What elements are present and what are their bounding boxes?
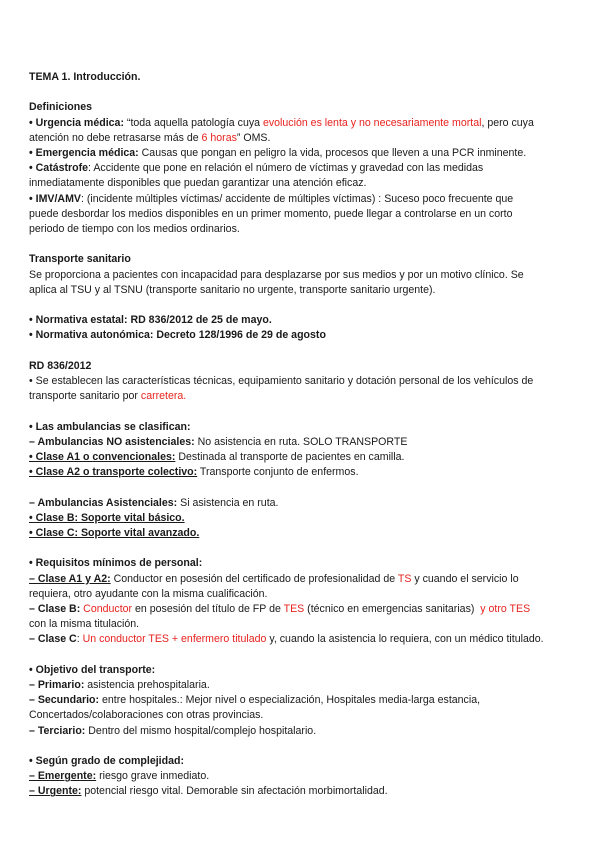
- urgente-text: potencial riesgo vital. Demorable sin afectación morbimortalidad.: [81, 785, 388, 798]
- requisitos-heading: • Requisitos mínimos de personal:: [29, 557, 203, 570]
- transporte-line-2: aplica al TSU y al TSNU (transporte sanitario no urgente, transporte sanitario urgente).: [29, 283, 436, 296]
- urgencia-line-2: [29, 131, 577, 146]
- urgencia-highlight-2: 6 horas: [201, 131, 237, 144]
- definiciones-heading: Definiciones: [29, 101, 92, 114]
- req-b-label: – Clase B:: [29, 603, 81, 615]
- clase-b-line: • Clase B: Soporte vital básico.: [29, 511, 185, 524]
- document-content: [29, 70, 577, 800]
- emergente-label: – Emergente:: [29, 770, 97, 783]
- secundario-label: – Secundario:: [29, 694, 100, 707]
- secundario-line-2: Concertados/colaboraciones con otras provincias.: [29, 709, 264, 722]
- primario-line: [29, 678, 577, 693]
- urgente-label: – Urgente:: [29, 785, 82, 798]
- rd-text-2: transporte sanitario por: [29, 390, 141, 403]
- rd-highlight: carretera.: [140, 390, 187, 403]
- req-a-text-2: y cuando el servicio lo: [411, 572, 519, 585]
- clase-a1-label: • Clase A1 o convencionales:: [29, 451, 176, 463]
- urgencia-text-4: ” OMS.: [236, 131, 271, 144]
- urgencia-text-2: , pero cuya: [481, 116, 534, 129]
- imv-text-1: : (incidente múltiples víctimas/ accidente de múltiples víctimas) : Suceso poco frecuente que: [80, 192, 514, 205]
- req-a-line-2: requiera, otro ayudante con la misma cualificación.: [29, 587, 268, 600]
- req-c-text-2: y, cuando la asistencia lo requiera, con un médico titulado.: [266, 633, 544, 646]
- catastrofe-line-1: [29, 161, 577, 176]
- req-a-label: – Clase A1 y A2:: [29, 572, 111, 585]
- rd-line-1: • Se establecen las características técnicas, equipamiento sanitario y dotación personal de los vehículos de: [29, 375, 534, 387]
- rd-line-2: [29, 389, 577, 404]
- urgente-line: [29, 784, 577, 799]
- no-asistenciales-text: No asistencia en ruta. SOLO TRANSPORTE: [194, 435, 408, 448]
- emergencia-line: [29, 146, 577, 161]
- req-b-text-2: (técnico en emergencias sanitarias): [304, 603, 481, 615]
- asistenciales-text: Si asistencia en ruta.: [177, 496, 279, 509]
- req-b-highlight-1: Conductor: [80, 603, 133, 615]
- objetivo-heading: • Objetivo del transporte:: [29, 663, 156, 676]
- no-asistenciales-line: [29, 435, 577, 450]
- no-asistenciales-label: – Ambulancias NO asistenciales:: [29, 435, 195, 448]
- clasificacion-heading: • Las ambulancias se clasifican:: [29, 420, 191, 433]
- transporte-line-1: Se proporciona a pacientes con incapacidad para desplazarse por sus medios y por un motivo clínico. Se: [29, 268, 524, 281]
- urgencia-text-3: atención no debe retrasarse más de: [29, 131, 202, 144]
- imv-line-3: periodo de tiempo con los medios ordinarios.: [29, 223, 240, 236]
- imv-line-1: [29, 192, 577, 207]
- req-c-highlight: Un conductor TES + enfermero titulado: [82, 633, 267, 646]
- emergencia-text: Causas que pongan en peligro la vida, procesos que lleven a una PCR inminente.: [138, 147, 527, 159]
- clase-a1-text: Destinada al transporte de pacientes en camilla.: [175, 451, 405, 463]
- catastrofe-line-2: inmediatamente disponibles que puedan garantizar una atención eficaz.: [29, 177, 367, 190]
- asistenciales-label: – Ambulancias Asistenciales:: [29, 496, 178, 509]
- clase-c-line: • Clase C: Soporte vital avanzado.: [29, 527, 200, 539]
- urgencia-text-1: “toda aquella patología cuya: [123, 116, 263, 129]
- emergencia-label: • Emergencia médica:: [29, 147, 139, 159]
- rd-heading: RD 836/2012: [29, 359, 92, 372]
- req-b-text-1: en posesión del título de FP de: [132, 603, 284, 615]
- urgencia-line-1: [29, 116, 577, 131]
- imv-line-2: puede desbordar los medios disponibles en un primer momento, puede llegar a controlarse en un corto: [29, 207, 513, 220]
- req-c-line: [29, 632, 577, 647]
- req-a-line-1: [29, 572, 577, 587]
- normativa-autonomica: • Normativa autonómica: Decreto 128/1996 de 29 de agosto: [29, 329, 326, 342]
- req-a-highlight: TS: [397, 572, 412, 585]
- clase-a2-label: • Clase A2 o transporte colectivo:: [29, 466, 198, 479]
- clase-a2-text: Transporte conjunto de enfermos.: [197, 466, 359, 479]
- normativa-estatal: • Normativa estatal: RD 836/2012 de 25 de mayo.: [29, 314, 272, 327]
- transporte-heading: Transporte sanitario: [29, 253, 131, 266]
- req-b-highlight-2: TES: [283, 603, 305, 615]
- emergente-text: riesgo grave inmediato.: [96, 770, 210, 783]
- terciario-text: Dentro del mismo hospital/complejo hospitalario.: [85, 724, 317, 737]
- terciario-line: [29, 724, 577, 739]
- urgencia-highlight-1: evolución es lenta y no necesariamente mortal: [262, 116, 482, 129]
- imv-label: • IMV/AMV: [29, 192, 81, 205]
- req-a-text-1: Conductor en posesión del certificado de profesionalidad de: [110, 572, 398, 585]
- req-c-text-1: :: [76, 633, 83, 646]
- complejidad-heading: • Según grado de complejidad:: [29, 755, 184, 767]
- primario-label: – Primario:: [29, 679, 85, 691]
- catastrofe-text-1: : Accidente que pone en relación el número de víctimas y gravedad con las medidas: [88, 162, 484, 175]
- secundario-text: entre hospitales.: Mejor nivel o especialización, Hospitales media-larga estancia,: [99, 694, 481, 707]
- urgencia-label: • Urgencia médica:: [29, 116, 124, 129]
- clase-a1-line: [29, 450, 577, 465]
- req-c-label: – Clase C: [29, 633, 77, 646]
- req-b-line-1: [29, 602, 577, 617]
- clase-a2-line: [29, 465, 577, 480]
- asistenciales-line: [29, 496, 577, 511]
- req-b-highlight-3: y otro TES: [480, 603, 531, 615]
- secundario-line-1: [29, 693, 577, 708]
- emergente-line: [29, 769, 577, 784]
- req-b-line-2: con la misma titulación.: [29, 618, 140, 631]
- terciario-label: – Terciario:: [29, 724, 86, 737]
- catastrofe-label: • Catástrofe: [29, 162, 89, 175]
- page-title: TEMA 1. Introducción.: [29, 71, 141, 83]
- primario-text: asistencia prehospitalaria.: [84, 679, 210, 691]
